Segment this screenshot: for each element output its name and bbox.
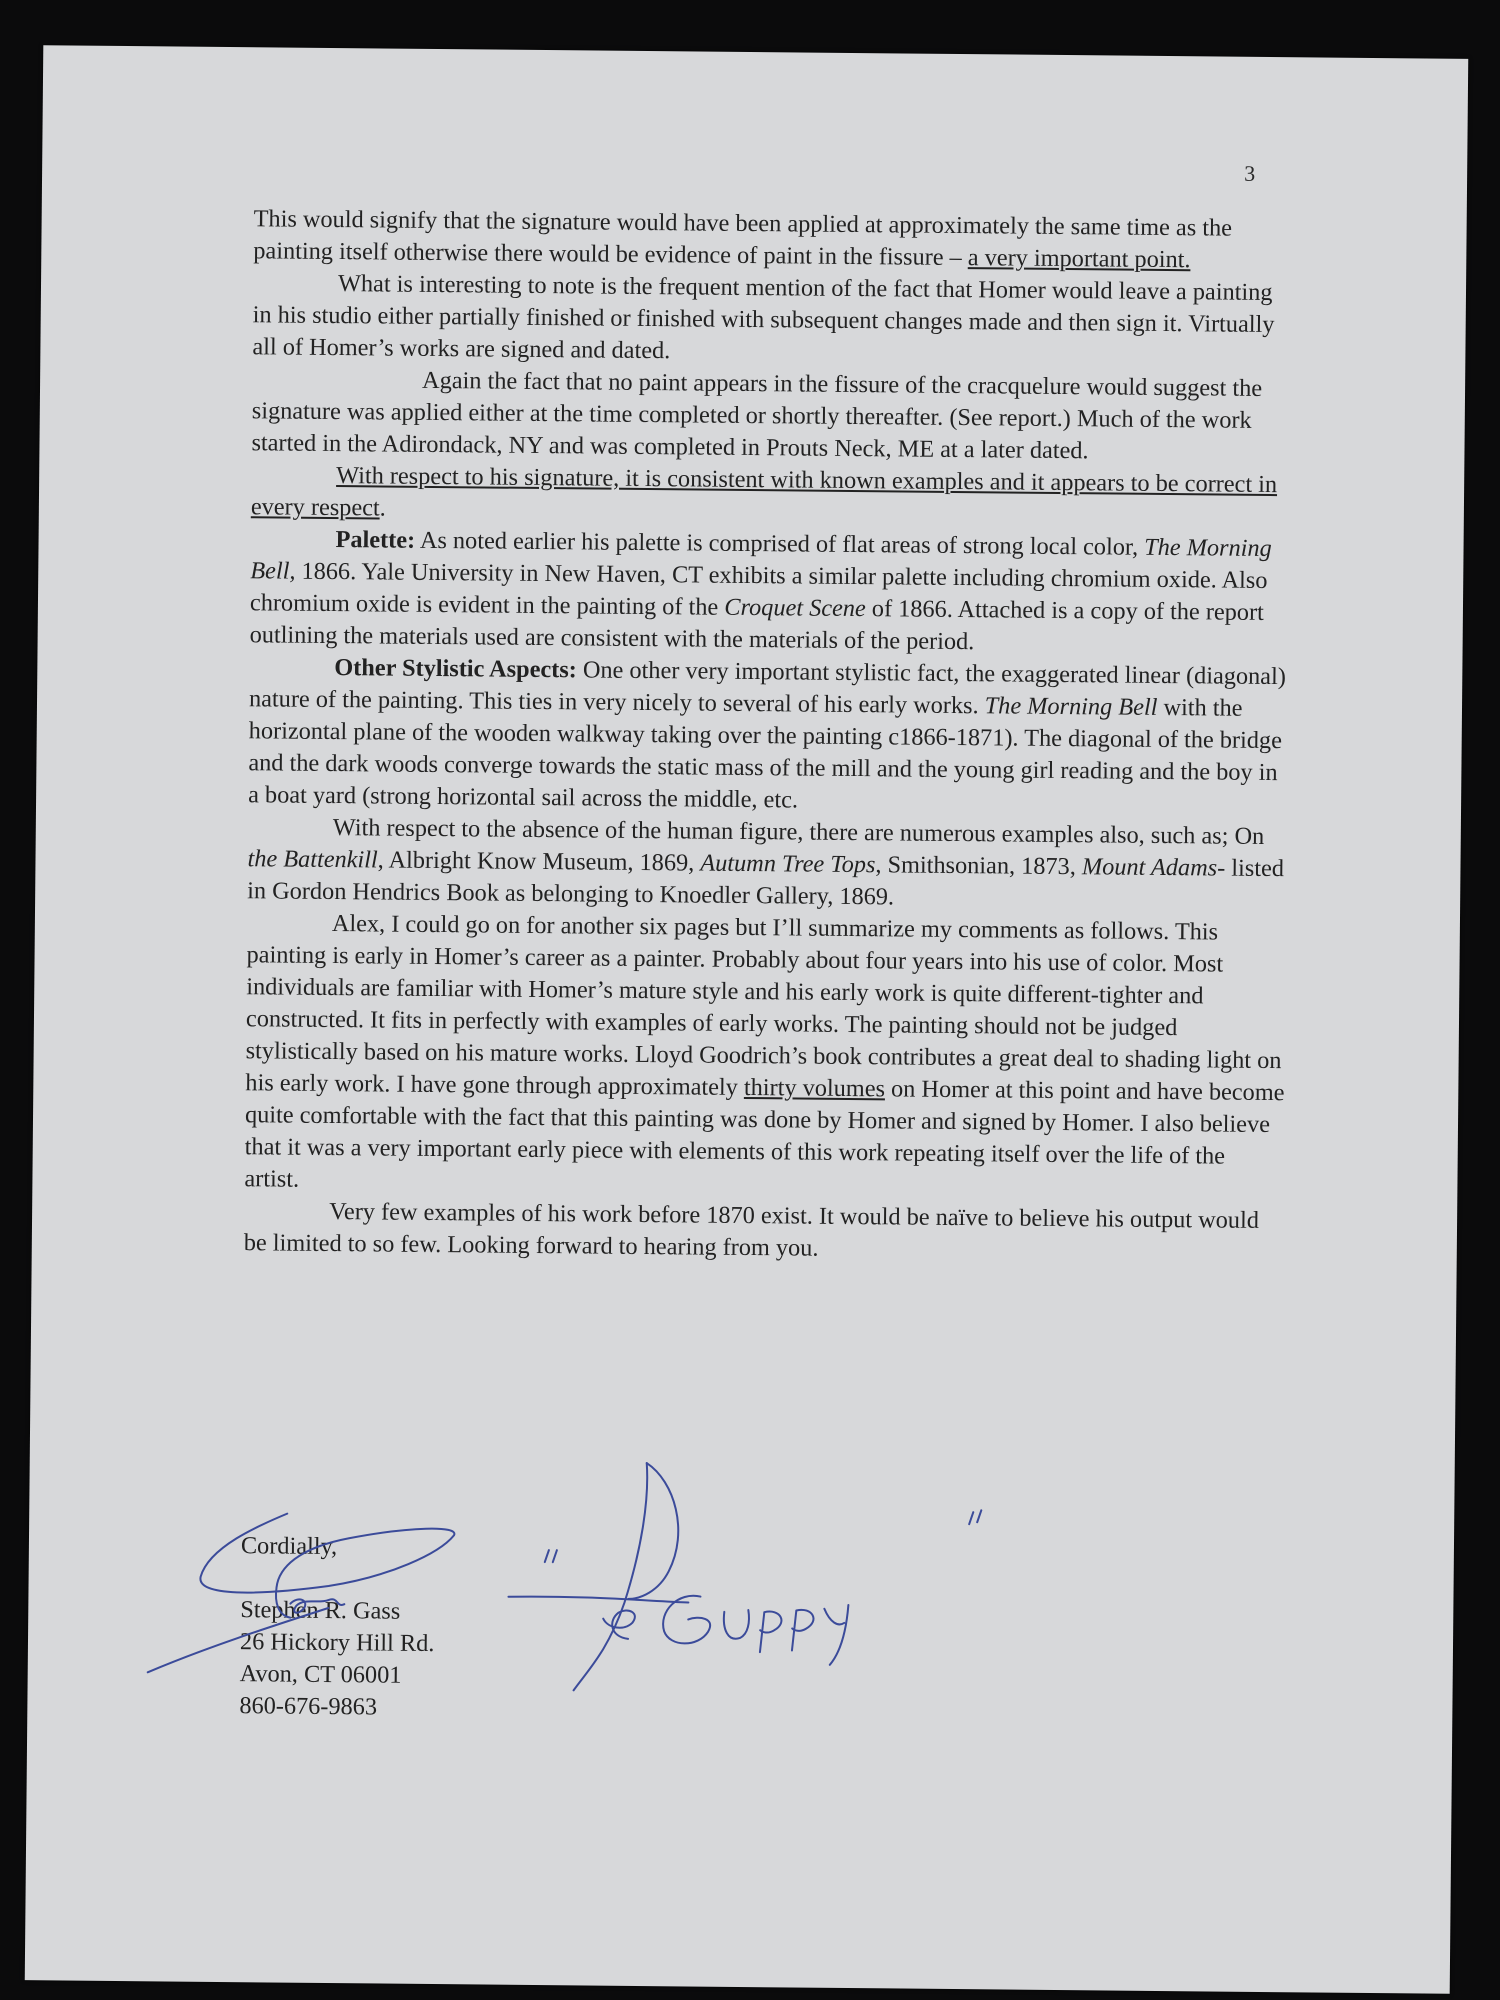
text-run: With respect to his signature, it is consistent with known examples and it appears to be correct in every respect [250,462,1278,522]
text-run: , Smithsonian, 1873, [875,851,1083,881]
closing-salutation: Cordially, [240,1532,338,1561]
text-run: on Homer at this point and have become quite comfortable with the fact that this painting was done by Homer and signed by Homer. I also believe that it was a very important early piece with elements of this work repeating itself over the life of the artist. [244,1075,1285,1193]
text-run: - listed in Gordon Hendrics Book as belonging to Knoedler Gallery, 1869. [247,854,1285,911]
text-run: As noted earlier his palette is comprised of flat areas of strong local color, [415,526,1145,561]
text-run: Other Stylistic Aspects: [334,654,577,684]
text-run: One other very important stylistic fact, the exaggerated linear (diagonal) nature of the painting. This ties in very nicely to several of his early works. [248,656,1287,720]
text-run: The Morning Bell [984,692,1158,721]
handwritten-signature [148,1512,455,1675]
text-run: With respect to the absence of the human figure, there are numerous examples also, such as; On [332,814,1265,850]
text-run: with the horizontal plane of the wooden walkway taking over the painting c1866-1871). The diagonal of the bridge and the dark woods converge towards the static mass of the mill and the young girl reading and the boy in a boat yard (strong horizontal sail across the middle, etc. [248,693,1283,814]
text-run: a very important point. [967,244,1191,274]
text-run: This would signify that the signature would have been applied at approximately the same time as the painting itself otherwise there would be evidence of paint in the fissure – [253,205,1233,272]
sender-name: Stephen R. Gass [240,1596,401,1625]
text-run: Alex, I could go on for another six pages but I’ll summarize my comments as follows. This painting is early in Homer’s career as a painter. Probably about four years into his use of color. Most individuals are familiar with Homer’s mature style and his early work is quite different-tighter and constructed. It fits in perfectly with examples of early works. The painting should not be judged stylistically based on his mature works. Lloyd Goodrich’s book contributes a great deal to shading light on his early work. I have gone through approximately [245,910,1282,1101]
text-run: Again the fact that no paint appears in the fissure of the cracquelure would suggest the signature was applied either at the time completed or shortly thereafter. (See report.) Much of the work started in the Adirondack, NY and was completed in Prouts Neck, ME at a later dated. [251,366,1263,465]
text-run: the Battenkill [247,845,378,874]
handwritten-annotation [508,1462,982,1695]
page-number: 3 [1244,160,1256,186]
document-page [25,45,1469,1994]
text-run: Very few examples of his work before 1870 exist. It would be naïve to believe his output would be limited to so few. Looking forward to hearing from you. [243,1198,1260,1262]
text-run: Croquet Scene [724,593,866,623]
text-run: Palette: [335,526,416,554]
text-run: What is interesting to note is the frequent mention of the fact that Homer would leave a painting in his studio either partially finished or finished with subsequent changes made and then sign it. Virtually all of Homer’s works are signed and dated. [252,270,1275,365]
text-run: The Morning Bell, [250,533,1272,585]
sender-address: 26 Hickory Hill Rd. [239,1628,435,1658]
text-run: Autumn Tree Tops [700,849,876,879]
text-run: 1866. Yale University in New Haven, CT exhibits a similar palette including chromium oxide. Also chromium oxide is evident in the painting of the [249,557,1268,621]
text-run: thirty volumes [743,1073,886,1103]
sender-phone: 860-676-9863 [239,1692,378,1721]
handwriting-layer [25,45,1469,1994]
text-run: of 1866. Attached is a copy of the report outlining the materials used are consistent with the materials of the period. [249,595,1264,656]
text-run: , Albright Know Museum, 1869, [377,846,701,877]
sender-city: Avon, CT 06001 [239,1660,402,1689]
text-run: . [379,494,386,522]
text-run: Mount Adams [1081,853,1218,882]
